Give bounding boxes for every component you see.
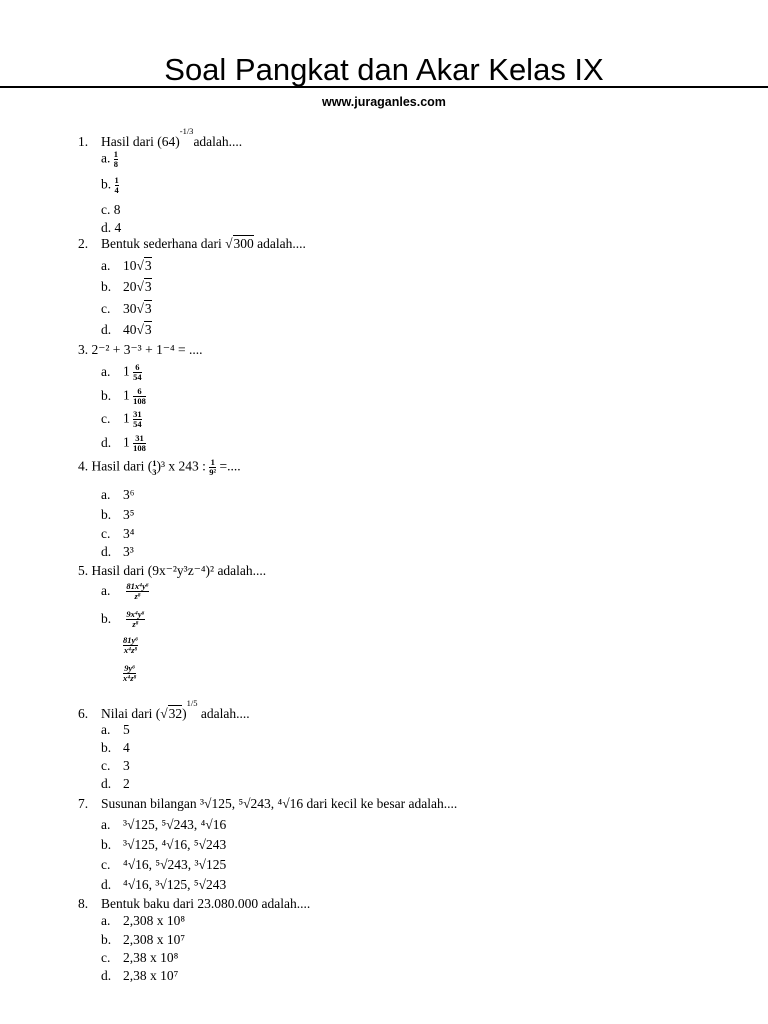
option-q6d xyxy=(101,776,130,792)
option-value: 3⁵ xyxy=(123,507,135,522)
option-value: 3⁴ xyxy=(123,526,135,541)
mixed-whole: 1 xyxy=(123,363,130,379)
numerator: 81y⁶ xyxy=(123,635,139,645)
denominator: 54 xyxy=(133,372,142,382)
fraction xyxy=(114,150,118,169)
numerator: 31 xyxy=(133,409,142,419)
option-label: a. xyxy=(101,817,111,832)
option-value: 2,38 x 10⁷ xyxy=(123,968,179,983)
radicand: 32 xyxy=(168,706,183,721)
option-label: d. xyxy=(101,434,112,450)
option-value: 5 xyxy=(123,722,130,737)
title-divider xyxy=(0,86,768,88)
option-q8d xyxy=(101,968,178,984)
question-text: Nilai dari (√ xyxy=(101,706,168,721)
option-label: b. xyxy=(101,387,112,403)
option-label: b. xyxy=(101,279,112,294)
numerator: 9y⁶ xyxy=(124,663,136,673)
option-text: d. 4 xyxy=(101,220,122,235)
question-exponent: -1/3 xyxy=(179,125,194,136)
fraction xyxy=(133,410,142,429)
option-value: 2,308 x 10⁷ xyxy=(123,932,186,947)
option-value: 2,38 x 10⁸ xyxy=(123,950,179,965)
question-number: 1. xyxy=(78,134,89,149)
option-label: b. xyxy=(101,837,112,852)
option-label: b. xyxy=(101,176,112,192)
option-value: ³√125, ⁴√16, ⁵√243 xyxy=(123,837,227,852)
denominator: z⁸ xyxy=(126,591,148,601)
denominator: 54 xyxy=(133,419,142,429)
mixed-whole: 1 xyxy=(123,410,130,426)
radicand: 3 xyxy=(144,258,152,273)
option-q6a xyxy=(101,722,130,738)
option-label: a. xyxy=(101,722,111,737)
option-q3c xyxy=(101,410,142,429)
question-4 xyxy=(78,458,241,477)
numerator: 1 xyxy=(113,149,118,159)
option-label: a. xyxy=(101,363,111,379)
option-label: b. xyxy=(101,507,112,522)
option-label: c. xyxy=(101,758,111,773)
option-1d xyxy=(101,220,121,236)
denominator: 8 xyxy=(113,159,118,169)
option-5c xyxy=(123,636,138,655)
question-3 xyxy=(78,342,203,358)
fraction xyxy=(133,434,146,453)
denominator: z⁸ xyxy=(126,619,144,629)
option-label: c. xyxy=(101,301,111,316)
option-coefficient: 40√ xyxy=(123,322,144,337)
option-label: a. xyxy=(101,913,111,928)
question-text: Hasil dari (64) xyxy=(101,134,180,149)
denominator: 108 xyxy=(133,396,146,406)
question-text: 3. 2⁻² + 3⁻³ + 1⁻⁴ = .... xyxy=(78,342,203,357)
radicand: 3 xyxy=(144,301,152,316)
fraction xyxy=(115,176,119,195)
option-label: c. xyxy=(101,526,111,541)
question-text-end: =.... xyxy=(216,458,241,474)
option-q8b xyxy=(101,932,185,948)
option-label: b. xyxy=(101,740,112,755)
fraction xyxy=(123,664,136,683)
numerator: 6 xyxy=(135,362,140,372)
option-label: d. xyxy=(101,322,112,337)
website-url: www.juraganles.com xyxy=(322,95,446,109)
option-5d xyxy=(123,664,136,683)
option-q7b xyxy=(101,837,226,853)
option-coefficient: 10√ xyxy=(123,258,144,273)
option-label: c. xyxy=(101,857,111,872)
option-label: b. xyxy=(101,932,112,947)
question-number: 8. xyxy=(78,896,89,911)
page-title: Soal Pangkat dan Akar Kelas IX xyxy=(164,52,604,87)
denominator: 3 xyxy=(152,466,157,477)
option-label: d. xyxy=(101,544,112,559)
option-label: d. xyxy=(101,776,112,791)
fraction xyxy=(126,582,148,601)
mixed-whole: 1 xyxy=(123,387,130,403)
option-q3a xyxy=(101,363,142,382)
option-value: 3³ xyxy=(123,544,134,559)
numerator: 1 xyxy=(210,457,215,467)
option-label: b. xyxy=(101,610,112,626)
question-5 xyxy=(78,563,266,579)
question-number: 2. xyxy=(78,236,89,251)
radicand: 3 xyxy=(144,322,152,337)
fraction xyxy=(133,363,142,382)
question-number: 7. xyxy=(78,796,89,811)
denominator: x⁴z⁸ xyxy=(123,645,138,655)
option-1a xyxy=(101,150,118,169)
numerator: 1 xyxy=(114,175,119,185)
option-5a xyxy=(101,582,149,601)
option-label: c. xyxy=(101,950,111,965)
question-text: 4. Hasil dari ( xyxy=(78,458,153,474)
option-value: 3⁶ xyxy=(123,487,135,502)
option-q6b xyxy=(101,740,130,756)
numerator: 9x⁴y⁶ xyxy=(126,609,145,619)
fraction xyxy=(133,387,146,406)
denominator: 108 xyxy=(133,443,146,453)
option-label: a. xyxy=(101,258,111,273)
fraction xyxy=(123,636,138,655)
question-text: 5. Hasil dari (9x⁻²y³z⁻⁴)² adalah.... xyxy=(78,563,267,578)
option-q6c xyxy=(101,758,130,774)
option-value: 3 xyxy=(123,758,130,773)
option-q2d xyxy=(101,322,152,338)
question-text-end: adalah.... xyxy=(253,236,306,251)
question-text: Susunan bilangan ³√125, ⁵√243, ⁴√16 dari kecil ke besar adalah.... xyxy=(101,796,458,811)
option-q8a xyxy=(101,913,185,929)
option-q8c xyxy=(101,950,178,966)
option-q7a xyxy=(101,817,226,833)
option-value: 2,308 x 10⁸ xyxy=(123,913,186,928)
question-text-end: adalah.... xyxy=(197,706,250,721)
option-coefficient: 30√ xyxy=(123,301,144,316)
option-label: a. xyxy=(101,487,111,502)
question-text: Bentuk sederhana dari √ xyxy=(101,236,233,251)
denominator: 9² xyxy=(209,467,217,477)
question-exponent: 1/5 xyxy=(186,697,198,708)
option-q2a xyxy=(101,258,152,274)
numerator: 1 xyxy=(152,457,157,468)
radicand: 300 xyxy=(233,236,254,251)
numerator: 6 xyxy=(137,386,142,396)
question-text: Bentuk baku dari 23.080.000 adalah.... xyxy=(101,896,311,911)
numerator: 81x⁴y⁶ xyxy=(126,581,149,591)
option-q7c xyxy=(101,857,226,873)
option-text: c. 8 xyxy=(101,202,121,217)
option-q3b xyxy=(101,387,146,406)
option-label: c. xyxy=(101,410,111,426)
option-label: d. xyxy=(101,877,112,892)
option-value: ⁴√16, ⁵√243, ³√125 xyxy=(123,857,227,872)
question-number: 6. xyxy=(78,706,89,721)
numerator: 31 xyxy=(135,433,144,443)
option-value: ⁴√16, ³√125, ⁵√243 xyxy=(123,877,227,892)
option-value: 4 xyxy=(123,740,130,755)
option-label: a. xyxy=(101,582,111,598)
option-1c xyxy=(101,202,121,218)
question-text-middle: ) xyxy=(182,706,187,721)
fraction xyxy=(126,610,144,629)
option-value: ³√125, ⁵√243, ⁴√16 xyxy=(123,817,227,832)
denominator: 4 xyxy=(114,185,119,195)
option-value: 2 xyxy=(123,776,130,791)
option-q2c xyxy=(101,301,152,317)
radicand: 3 xyxy=(144,279,152,294)
option-q4d xyxy=(101,544,134,560)
option-5b xyxy=(101,610,145,629)
option-label: a. xyxy=(101,150,111,166)
denominator: x⁴z⁸ xyxy=(123,673,137,683)
option-q7d xyxy=(101,877,226,893)
option-q2b xyxy=(101,279,152,295)
option-coefficient: 20√ xyxy=(123,279,144,294)
option-q4a xyxy=(101,487,134,503)
question-text-end: adalah.... xyxy=(193,134,243,149)
mixed-whole: 1 xyxy=(123,434,130,450)
option-1b xyxy=(101,176,119,195)
option-q3d xyxy=(101,434,146,453)
option-q4b xyxy=(101,507,134,523)
option-label: d. xyxy=(101,968,112,983)
question-text-middle: )³ x 243 : xyxy=(156,458,210,474)
option-q4c xyxy=(101,526,134,542)
